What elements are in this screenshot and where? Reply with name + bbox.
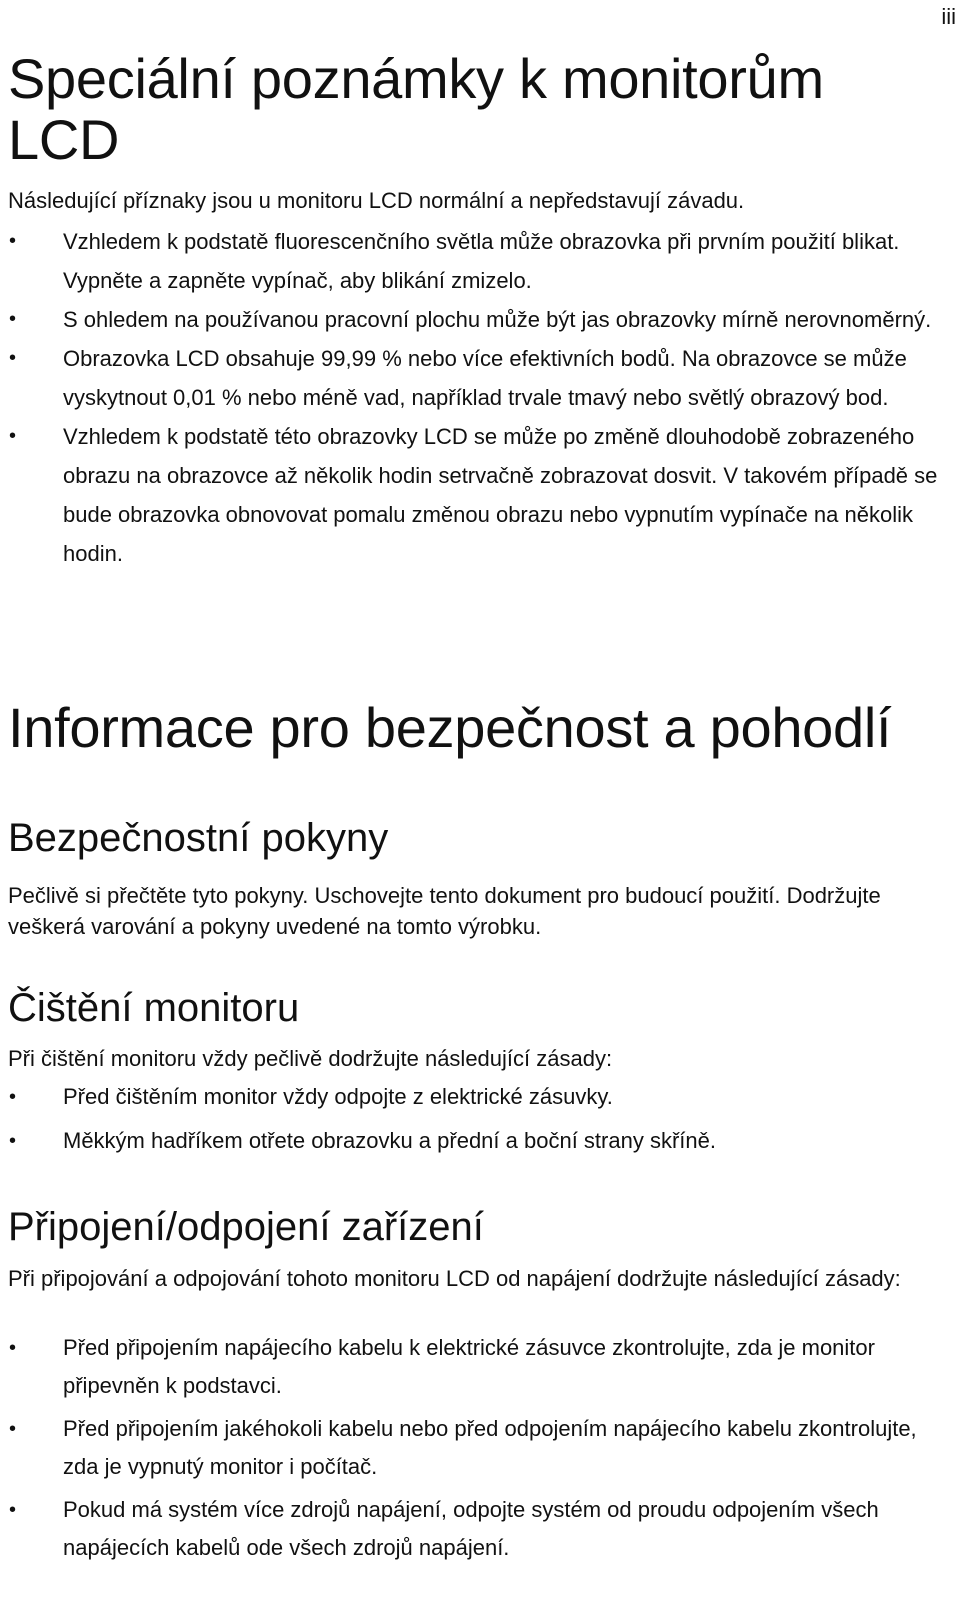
list-item-text: Pokud má systém více zdrojů napájení, odpojte systém od proudu odpojením všech napájecích kabelů ode všech zdrojů napájení. (63, 1497, 879, 1560)
bullet-icon: • (9, 1337, 17, 1359)
bullet-icon: • (9, 1418, 17, 1440)
instructions-heading: Bezpečnostní pokyny (8, 816, 389, 860)
bullet-icon: • (9, 308, 17, 330)
safety-heading: Informace pro bezpečnost a pohodlí (8, 696, 892, 759)
list-item-text: Vzhledem k podstatě této obrazovky LCD se může po změně dlouhodobě zobrazeného obrazu na obrazovce až několik hodin setrvačně zobrazovat dosvit. V takovém případě se bude obrazovka obnovovat pomalu změnou obrazu nebo vypnutím vypínače na několik hodin. (63, 424, 938, 566)
cleaning-intro: Při čištění monitoru vždy pečlivě dodržujte následující zásady: (8, 1046, 613, 1071)
connect-intro: Při připojování a odpojování tohoto monitoru LCD od napájení dodržujte následující zásady: (8, 1266, 901, 1291)
bullet-icon: • (9, 230, 17, 252)
bullet-icon: • (9, 1499, 17, 1521)
bullet-icon: • (9, 1086, 17, 1108)
list-item-text: Měkkým hadříkem otřete obrazovku a přední a boční strany skříně. (63, 1128, 716, 1153)
list-item (0, 417, 950, 573)
connect-heading: Připojení/odpojení zařízení (8, 1205, 484, 1249)
connect-list (0, 1329, 930, 1567)
list-item (0, 1121, 950, 1161)
list-item (0, 300, 950, 339)
cleaning-list (0, 1077, 950, 1161)
lcd-notes-intro: Následující příznaky jsou u monitoru LCD normální a nepředstavují závadu. (8, 188, 745, 213)
list-item-text: Obrazovka LCD obsahuje 99,99 % nebo více efektivních bodů. Na obrazovce se může vyskytnout 0,01 % nebo méně vad, například trvale tmavý nebo světlý obrazový bod. (63, 346, 907, 410)
list-item (0, 1491, 930, 1567)
list-item-text: Před čištěním monitor vždy odpojte z elektrické zásuvky. (63, 1084, 613, 1109)
list-item (0, 1410, 930, 1486)
list-item (0, 222, 950, 300)
instructions-text: Pečlivě si přečtěte tyto pokyny. Uschovejte tento dokument pro budoucí použití. Dodržujte veškerá varování a pokyny uvedené na tomto výrobku. (8, 883, 881, 939)
page-number: iii (941, 4, 956, 29)
list-item-text: Před připojením napájecího kabelu k elektrické zásuvce zkontrolujte, zda je monitor připevněn k podstavci. (63, 1335, 875, 1398)
list-item (0, 339, 950, 417)
lcd-notes-heading: Speciální poznámky k monitorům LCD (8, 47, 824, 171)
list-item (0, 1077, 950, 1117)
list-item (0, 1329, 930, 1405)
cleaning-heading: Čištění monitoru (8, 986, 300, 1030)
bullet-icon: • (9, 347, 17, 369)
lcd-notes-list (0, 222, 950, 573)
bullet-icon: • (9, 425, 17, 447)
list-item-text: Před připojením jakéhokoli kabelu nebo před odpojením napájecího kabelu zkontrolujte, zda je vypnutý monitor i počítač. (63, 1416, 917, 1479)
bullet-icon: • (9, 1130, 17, 1152)
list-item-text: Vzhledem k podstatě fluorescenčního světla může obrazovka při prvním použití blikat. Vypněte a zapněte vypínač, aby blikání zmizelo. (63, 229, 900, 293)
list-item-text: S ohledem na používanou pracovní plochu může být jas obrazovky mírně nerovnoměrný. (63, 307, 932, 332)
